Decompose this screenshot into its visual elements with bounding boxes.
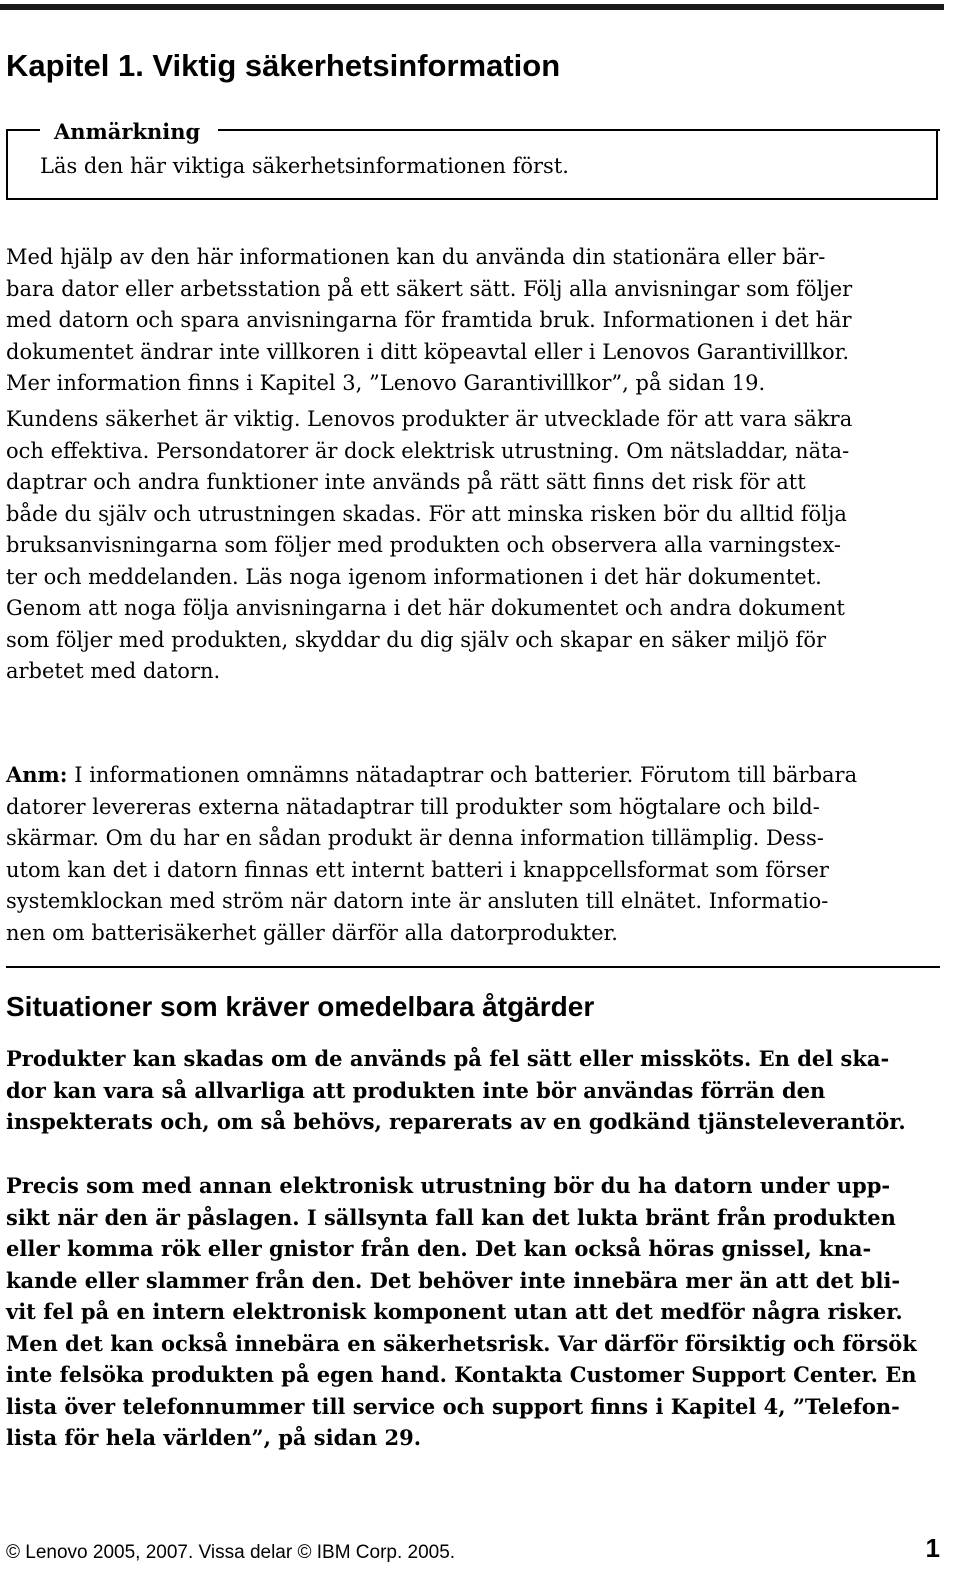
section-paragraph-2 (6, 1170, 946, 1454)
paragraph-line: datorer levereras externa nätadaptrar till produkter som högtalare och bild- (6, 794, 820, 819)
paragraph-line: Kundens säkerhet är viktig. Lenovos produkter är utvecklade för att vara säkra (6, 407, 853, 431)
paragraph-line: ter och meddelanden. Läs noga igenom informationen i det här dokumentet. (6, 564, 822, 589)
paragraph-line: dor kan vara så allvarliga att produkten inte bör användas förrän den (6, 1077, 826, 1103)
paragraph-line: Genom att noga följa anvisningarna i det här dokumentet och andra dokument (6, 596, 845, 620)
paragraph-line: lista över telefonnummer till service och support finns i Kapitel 4, ”Telefon- (6, 1393, 900, 1419)
paragraph-line: Med hjälp av den här informationen kan du använda din stationära eller bär- (6, 245, 826, 269)
section-title: Situationer som kräver omedelbara åtgärder (6, 991, 595, 1022)
anm-first-line-text: I informationen omnämns nätadaptrar och batterier. Förutom till bärbara (67, 763, 858, 787)
paragraph-line: kande eller slammer från den. Det behöver inte innebära mer än att det bli- (6, 1267, 901, 1293)
note-box-top-right (218, 129, 940, 131)
paragraph-line: bara dator eller arbetsstation på ett säkert sätt. Följ alla anvisningar som följer (6, 276, 853, 301)
top-rule (0, 4, 944, 10)
paragraph-line: Men det kan också innebära en säkerhetsrisk. Var därför försiktig och försök (6, 1330, 917, 1356)
paragraph-line: bruksanvisningarna som följer med produkten och observera alla varningstex- (6, 533, 841, 557)
paragraph-line: vit fel på en intern elektronisk komponent utan att det medför några risker. (6, 1299, 903, 1324)
paragraph-line: arbetet med datorn. (6, 659, 221, 683)
note-title: Anmärkning (48, 118, 206, 146)
paragraph-line: sikt när den är påslagen. I sällsynta fall kan det lukta bränt från produkten (6, 1204, 896, 1230)
anm-label: Anm: (6, 762, 68, 787)
paragraph-line: dokumentet ändrar inte villkoren i ditt köpeavtal eller i Lenovos Garantivillkor. (6, 339, 850, 364)
paragraph-line: både du själv och utrustningen skadas. För att minska risken bör du alltid följa (6, 501, 847, 526)
paragraph-line: eller komma rök eller gnistor från den. Det kan också höras gnissel, kna- (6, 1236, 872, 1261)
paragraph-line: med datorn och spara anvisningarna för framtida bruk. Informationen i det här (6, 308, 852, 332)
footer-copyright: © Lenovo 2005, 2007. Vissa delar © IBM Corp. 2005. (6, 1542, 456, 1563)
page-number: 1 (925, 1533, 940, 1563)
paragraph-line: lista för hela världen”, på sidan 29. (6, 1425, 422, 1450)
intro-paragraph-2 (6, 404, 946, 688)
paragraph-line: som följer med produkten, skyddar du dig själv och skapar en säker miljö för (6, 627, 827, 652)
paragraph-line: daptrar och andra funktioner inte används på rätt sätt finns det risk för att (6, 470, 806, 494)
paragraph-line: Mer information finns i Kapitel 3, ”Lenovo Garantivillkor”, på sidan 19. (6, 371, 766, 395)
intro-paragraph-1 (6, 242, 946, 400)
paragraph-line: och effektiva. Persondatorer är dock elektrisk utrustning. Om nätsladdar, näta- (6, 438, 850, 463)
paragraph-line: skärmar. Om du har en sådan produkt är denna information tillämplig. Dess- (6, 826, 824, 850)
section-rule (6, 966, 940, 968)
section-paragraph-1 (6, 1043, 946, 1138)
paragraph-line: inspekterats och, om så behövs, reparerats av en godkänd tjänsteleverantör. (6, 1109, 906, 1134)
note-box-top-left (6, 129, 40, 131)
anm-paragraph (6, 759, 946, 949)
paragraph-line: nen om batterisäkerhet gäller därför alla datorprodukter. (6, 920, 618, 945)
paragraph-line: Produkter kan skadas om de används på fel sätt eller missköts. En del ska- (6, 1046, 890, 1071)
anm-first-line (6, 759, 946, 792)
paragraph-line: systemklockan med ström när datorn inte är ansluten till elnätet. Informatio- (6, 889, 829, 913)
chapter-title: Kapitel 1. Viktig säkerhetsinformation (6, 48, 561, 83)
paragraph-line: Precis som med annan elektronisk utrustning bör du ha datorn under upp- (6, 1173, 891, 1198)
paragraph-line: utom kan det i datorn finnas ett internt batteri i knappcellsformat som förser (6, 857, 829, 882)
note-text: Läs den här viktiga säkerhetsinformationen först. (40, 154, 569, 178)
paragraph-line: inte felsöka produkten på egen hand. Kontakta Customer Support Center. En (6, 1362, 917, 1387)
